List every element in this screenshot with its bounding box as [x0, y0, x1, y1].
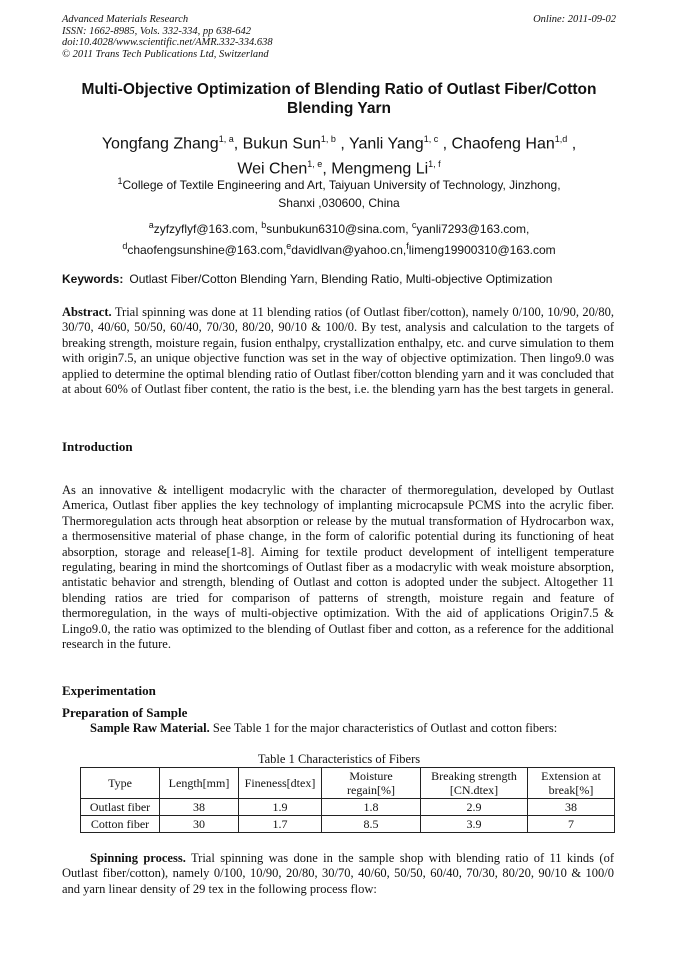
author-sup: 1, e — [307, 159, 323, 170]
table-header-cell: Extension at break[%] — [528, 768, 615, 799]
issn: ISSN: 1662-8985, Vols. 332-334, pp 638-642 — [62, 25, 251, 37]
table-cell: 3.9 — [421, 816, 528, 833]
author-sep: , — [322, 160, 332, 178]
author-sup: 1, c — [423, 134, 439, 144]
spinning-label: Spinning process. — [90, 851, 186, 865]
author-name: Yanli Yang — [348, 135, 424, 153]
paper-title: Multi-Objective Optimization of Blending Ratio of Outlast Fiber/Cotton Blending Yarn — [81, 81, 597, 117]
table-cell: 7 — [528, 816, 615, 833]
table-header-row — [81, 768, 615, 799]
email-sup: f — [406, 241, 409, 251]
journal-name: Advanced Materials Research — [62, 14, 189, 25]
raw-material-paragraph — [62, 721, 614, 736]
abstract-label: Abstract. — [62, 305, 112, 319]
author-sep: , — [438, 135, 452, 153]
table-cell: 1.7 — [239, 816, 322, 833]
author-sup: 1, b — [320, 134, 336, 144]
spinning-paragraph — [62, 851, 614, 897]
author-name: Yongfang Zhang — [101, 135, 219, 153]
introduction-text: As an innovative & intelligent modacrylic with the character of thermoregulation, developed by Outlast America, Outlast fiber applies the key technology of implanting microcapsule PCMS into the acrylic fiber. Thermoregulation acts through heat absorption or release by the mutual transformation of Hydrocarbon wax, a thermosensitive material of phase change, in the form of calorific potential during its functioning of heat absorption, storage and release[1-8]. Aiming for textile product development of intelligent temperature regulating, bearing in mind the shortcomings of Outlast fiber as a modacrylic with weak moisture absorption, antistatic behavior and strength, blending of Outlast and cotton is adopted under the subject. Altogether 11 blending ratios are tried for comparison of patterns of strength, moisture regain and feature of thermoregulation, in the ways of multi-objective optimization. With the aid of applications Origin7.5 & Lingo9.0, the ratio was optimized to the blending of Outlast fiber and cotton, as a reference for the additional research in the future. — [62, 483, 614, 652]
affiliation-line-2: Shanxi ,030600, China — [278, 196, 400, 210]
email-sup: a — [148, 220, 154, 230]
author-name: Chaofeng Han — [451, 135, 555, 153]
author-sep: , — [233, 135, 243, 153]
table-cell: 38 — [528, 799, 615, 816]
table-header-cell: Breaking strength [CN.dtex] — [421, 768, 528, 799]
email-a: zyfzyflyf@163.com, — [153, 222, 262, 236]
raw-material-text: See Table 1 for the major characteristics of Outlast and cotton fibers: — [209, 721, 558, 735]
table-row — [81, 816, 615, 833]
email-line-2 — [62, 239, 616, 258]
affiliation-sup: 1 — [117, 176, 123, 186]
author-sup: 1,d — [554, 134, 568, 144]
keywords-text: Outlast Fiber/Cotton Blending Yarn, Blending Ratio, Multi-objective Optimization — [129, 272, 553, 286]
table-cell: Outlast fiber — [81, 799, 160, 816]
table-cell: 2.9 — [421, 799, 528, 816]
fiber-table — [80, 767, 615, 833]
author-sup: 1, f — [428, 159, 441, 170]
table-cell: 30 — [160, 816, 239, 833]
email-sup: b — [261, 220, 267, 230]
author-sup: 1, a — [218, 134, 234, 144]
abstract — [62, 305, 614, 397]
email-line-1 — [62, 218, 616, 237]
author-list — [62, 129, 616, 180]
table-cell: 1.8 — [322, 799, 421, 816]
keywords — [62, 272, 622, 286]
author-name: Wei Chen — [237, 160, 308, 178]
table-header-cell: Fineness[dtex] — [239, 768, 322, 799]
affiliation-text: College of Textile Engineering and Art, Taiyuan University of Technology, Jinzhong, — [122, 178, 561, 192]
keywords-label: Keywords: — [62, 272, 124, 286]
table-header-cell: Length[mm] — [160, 768, 239, 799]
table-cell: 38 — [160, 799, 239, 816]
experimentation-heading: Experimentation — [62, 683, 156, 698]
email-e: davidlvan@yahoo.cn, — [291, 243, 407, 257]
doi: doi:10.4028/www.scientific.net/AMR.332-334.638 — [62, 37, 273, 48]
table-cell: 8.5 — [322, 816, 421, 833]
table-cell: Cotton fiber — [81, 816, 160, 833]
introduction-heading: Introduction — [62, 439, 133, 454]
copyright: © 2011 Trans Tech Publications Ltd, Switzerland — [62, 48, 269, 60]
table-header-cell: Type — [81, 768, 160, 799]
email-d: chaofengsunshine@163.com, — [127, 243, 287, 257]
online-date: Online: 2011-09-02 — [533, 14, 616, 25]
preparation-subheading: Preparation of Sample — [62, 705, 188, 720]
affiliation-line-1 — [62, 174, 616, 193]
email-c: yanli7293@163.com, — [416, 222, 530, 236]
author-name: Mengmeng Li — [331, 160, 429, 178]
table-caption: Table 1 Characteristics of Fibers — [257, 752, 421, 766]
author-sep: , — [567, 135, 577, 153]
email-f: limeng19900310@163.com — [408, 243, 556, 257]
email-sup: c — [411, 220, 417, 230]
author-sep: , — [335, 135, 349, 153]
email-sup: d — [122, 241, 128, 251]
table-row — [81, 799, 615, 816]
spinning-text: Trial spinning was done in the sample shop with blending ratio of 11 kinds (of Outlast fiber/cotton), namely 0/100, 10/90, 20/80, 30/70, 40/60, 50/50, 60/40, 70/30, 80/20, 90/10 & 100/0 and yarn linear density of 29 tex in the following process flow: — [62, 851, 614, 896]
author-name: Bukun Sun — [242, 135, 321, 153]
table-cell: 1.9 — [239, 799, 322, 816]
page-header — [62, 14, 616, 60]
table-header-cell: Moisture regain[%] — [322, 768, 421, 799]
abstract-text: Trial spinning was done at 11 blending ratios (of Outlast fiber/cotton), namely 0/100, 10/90, 20/80, 30/70, 40/60, 50/50, 60/40, 70/30, 80/20, 90/10 & 100/0. By test, analysis and calculation to the targets of breaking strength, moisture regain, fusion enthalpy, crystallization enthalpy, etc. and curve simulation to them with origin7.5, an unique objective function was set in the way of objective optimization. Then lingo9.0 was applied to determine the optimal blending ratio of Outlast fiber/cotton blending yarn and it was concluded that at about 60% of Outlast fiber content, the ratio is the best, i.e. the blending yarn has the best targets in general. — [62, 305, 614, 397]
email-sup: e — [286, 241, 292, 251]
raw-material-label: Sample Raw Material. — [90, 721, 210, 735]
email-b: sunbukun6310@sina.com, — [266, 222, 412, 236]
